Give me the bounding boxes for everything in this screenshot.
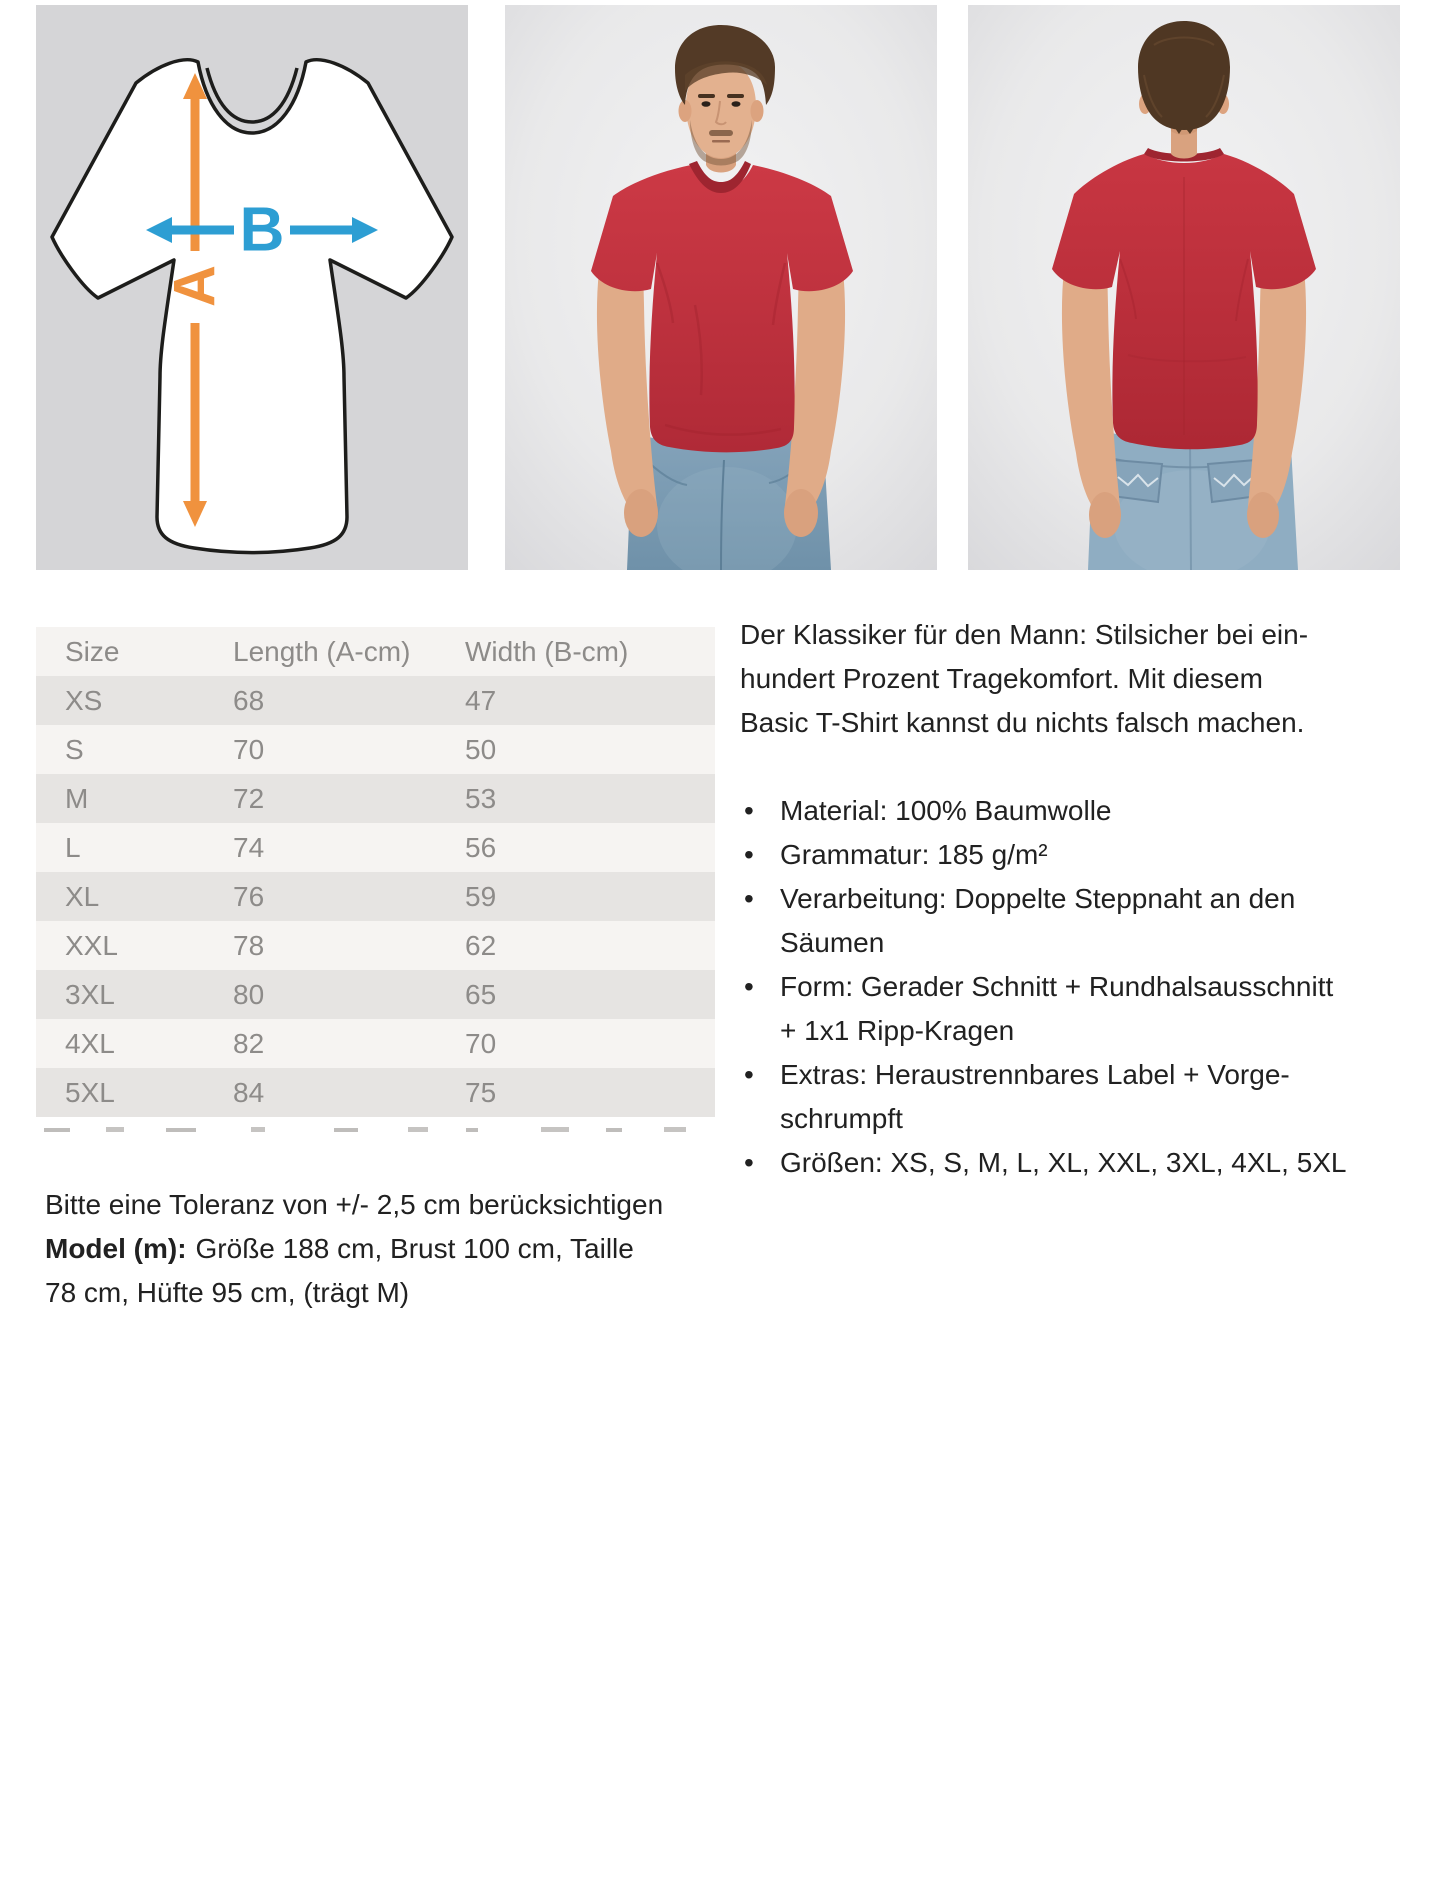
bullet-icon: • [744,1147,754,1178]
length-cell: 68 [233,676,465,725]
length-cell: 80 [233,970,465,1019]
size-cell: S [36,725,233,774]
list-item-text: Säumen [780,927,885,958]
length-cell: 82 [233,1019,465,1068]
width-cell: 53 [465,774,715,823]
size-cell: 4XL [36,1019,233,1068]
size-table-header-row [36,627,715,676]
size-cell: XS [36,676,233,725]
size-cell: XL [36,872,233,921]
size-cell: 5XL [36,1068,233,1117]
list-item-text: Größen: XS, S, M, L, XL, XXL, 3XL, 4XL, 5XL [780,1147,1347,1178]
list-item-extras [740,1053,1440,1141]
length-cell: 70 [233,725,465,774]
bullet-icon: • [744,795,754,826]
product-photo-front-box [505,5,937,570]
intro-line: hundert Prozent Tragekomfort. Mit diesem [740,663,1263,694]
product-images-row [36,5,1400,570]
width-cell: 62 [465,921,715,970]
length-cell: 76 [233,872,465,921]
size-row-l [36,823,715,872]
width-cell: 70 [465,1019,715,1068]
col-header-length: Length (A-cm) [233,627,465,676]
width-cell: 50 [465,725,715,774]
width-cell: 75 [465,1068,715,1117]
width-cell: 59 [465,872,715,921]
size-row-m [36,774,715,823]
size-notes [45,1183,705,1315]
size-row-s [36,725,715,774]
size-row-5xl [36,1068,715,1117]
size-row-4xl [36,1019,715,1068]
intro-line: Der Klassiker für den Mann: Stilsicher bei ein- [740,619,1309,650]
size-row-xs [36,676,715,725]
length-cell: 74 [233,823,465,872]
list-item-verarbeitung [740,877,1440,965]
list-item-grammatur [740,833,1440,877]
size-cell: 3XL [36,970,233,1019]
model-info-line [45,1227,705,1271]
length-cell: 84 [233,1068,465,1117]
size-diagram-box [36,5,468,570]
size-cell: L [36,823,233,872]
product-photo-back [968,5,1400,570]
size-cell: M [36,774,233,823]
bullet-icon: • [744,1059,754,1090]
list-item-groessen [740,1141,1440,1185]
model-info-line2: 78 cm, Hüfte 95 cm, (trägt M) [45,1277,410,1308]
intro-line: Basic T-Shirt kannst du nichts falsch machen. [740,707,1305,738]
product-photo-back-box [968,5,1400,570]
length-cell: 72 [233,774,465,823]
model-measurements: Größe 188 cm, Brust 100 cm, Taille [195,1233,634,1264]
length-cell: 78 [233,921,465,970]
list-item-material [740,789,1440,833]
width-cell: 47 [465,676,715,725]
list-item-text: Material: 100% Baumwolle [780,795,1112,826]
bullet-icon: • [744,971,754,1002]
product-photo-front [505,5,937,570]
size-row-3xl [36,970,715,1019]
cut-off-table-row-remnant [36,1127,715,1135]
list-item-text: Verarbeitung: Doppelte Steppnaht an den [780,883,1296,914]
tolerance-note: Bitte eine Toleranz von +/- 2,5 cm berücksichtigen [45,1189,664,1220]
product-description [740,613,1440,1185]
size-row-xxl [36,921,715,970]
col-header-width: Width (B-cm) [465,627,715,676]
model-label: Model (m): [45,1233,187,1264]
size-diagram-image [36,5,468,570]
bullet-icon: • [744,839,754,870]
list-item-text: + 1x1 Ripp-Kragen [780,1015,1015,1046]
size-cell: XXL [36,921,233,970]
list-item-text: Form: Gerader Schnitt + Rundhalsausschnitt [780,971,1334,1002]
size-table [36,627,715,1117]
size-row-xl [36,872,715,921]
list-item-form [740,965,1440,1053]
width-cell: 56 [465,823,715,872]
bullet-icon: • [744,883,754,914]
list-item-text: Extras: Heraustrennbares Label + Vorge- [780,1059,1290,1090]
width-label: B [239,195,285,265]
intro-paragraph [740,613,1440,745]
list-item-text: schrumpft [780,1103,903,1134]
width-cell: 65 [465,970,715,1019]
feature-list [740,789,1440,1185]
list-item-text: Grammatur: 185 g/m² [780,839,1048,870]
col-header-size: Size [36,627,233,676]
length-label: A [162,265,228,307]
